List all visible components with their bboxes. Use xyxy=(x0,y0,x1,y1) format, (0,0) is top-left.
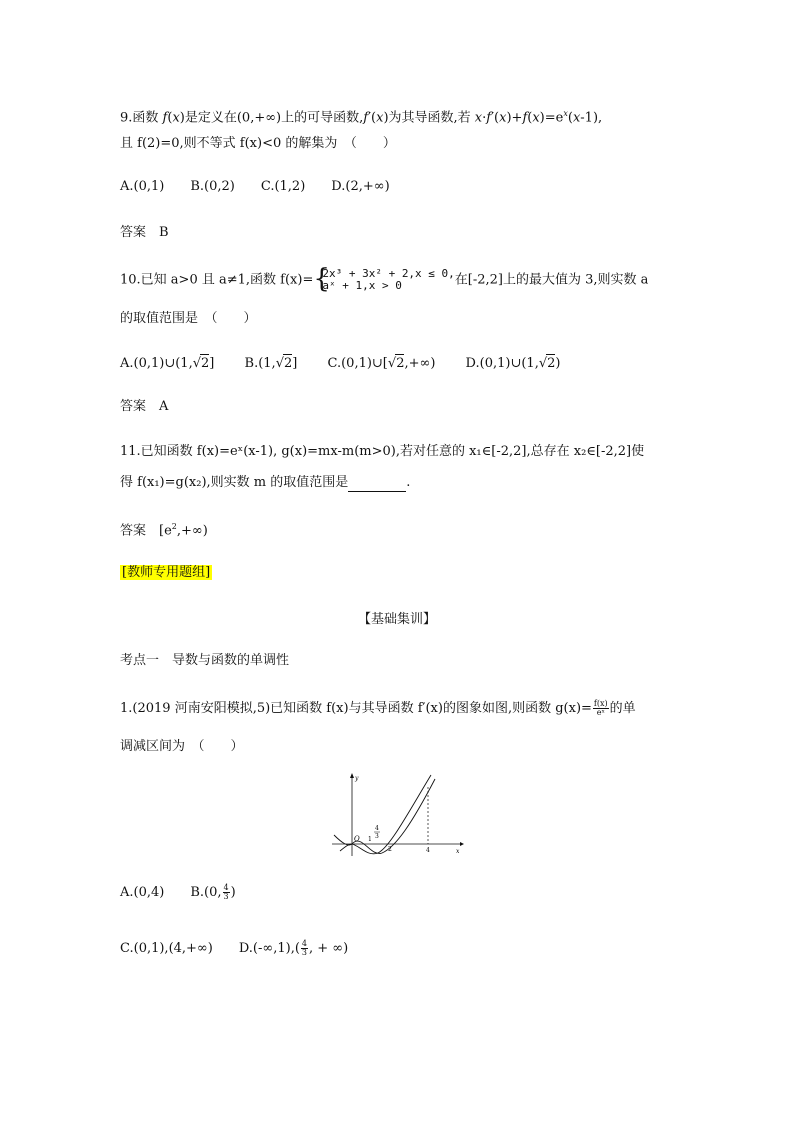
q9-options: A.(0,1) B.(0,2) C.(1,2) D.(2,+∞) xyxy=(120,179,390,194)
q10-opt-d: D.(0,1)∪(1, xyxy=(465,356,539,371)
q1-opt-d-frac xyxy=(301,940,308,957)
q10-opt-c: C.(0,1)∪[ xyxy=(327,356,388,371)
q1-options-cd xyxy=(120,940,348,958)
q9-line1-b: 是定义在(0,+∞)上的可导函数, xyxy=(184,110,364,126)
q11-answer-tail: ,+∞) xyxy=(176,523,208,539)
q10-line1-b: 在[-2,2]上的最大值为 3,则实数 a xyxy=(454,272,649,288)
q1-opt-c: C.(0,1),(4,+∞) D.(-∞,1), xyxy=(120,941,295,956)
q10-line1-a: 10.已知 a>0 且 a≠1,函数 f(x)= xyxy=(120,272,314,288)
q11-line2-text: 得 f(x₁)=g(x₂),则实数 m 的取值范围是 xyxy=(120,475,349,490)
q11-answer-sup: 2 xyxy=(171,522,177,531)
q10-opt-a: A.(0,1)∪(1, xyxy=(120,356,193,371)
q1-line2: 调减区间为 （ ） xyxy=(120,739,244,754)
q11-line1: 11.已知函数 f(x)=eˣ(x-1), g(x)=mx-m(m>0),若对任意的 x₁∈[-2,2],总存在 x₂∈[-2,2]使 xyxy=(120,444,645,459)
q10-piecewise: { 2x³ + 3x² + 2,x ≤ 0, aˣ + 1,x > 0 xyxy=(313,264,455,294)
q9-line1: 9.函数 f(x)是定义在(0,+∞)上的可导函数,f′(x)为其导函数,若 $x\cdot f'(x)+f(x)=e^x(x-1)$, xyxy=(120,109,603,126)
q1-line1-text: 1.(2019 河南安阳模拟,5)已知函数 f(x)与其导函数 f′(x)的图象如图,则函数 g(x)= xyxy=(120,701,592,716)
q1-frac-den: eˣ xyxy=(596,708,605,717)
q10-opt-c-tail: ,+∞) xyxy=(404,356,436,371)
q1-fraction xyxy=(593,700,609,717)
topic-heading: 考点一 导数与函数的单调性 xyxy=(120,653,290,668)
q10-line2: 的取值范围是 （ ） xyxy=(120,311,257,326)
q1-opt-a: A.(0,4) B. xyxy=(120,885,205,900)
x-axis-arrow xyxy=(460,842,464,846)
y-axis-arrow xyxy=(350,773,354,778)
tick-frac-den: 3 xyxy=(375,833,379,840)
y-label: y xyxy=(355,775,359,782)
q1-opt-b-right: ) xyxy=(230,885,236,900)
q11-line2: 得 f(x₁)=g(x₂),则实数 m 的取值范围是 . xyxy=(120,475,411,490)
q9-line1-a: 9.函数 xyxy=(120,110,163,126)
q10-sqrt-c: 2 xyxy=(396,356,405,371)
q10-line1 xyxy=(120,264,649,294)
q1-options-ab xyxy=(120,884,236,902)
q1-opt-b-num: 4 xyxy=(223,883,229,892)
q9-line2: 且 f(2)=0,则不等式 f(x)<0 的解集为 （ ） xyxy=(120,136,396,151)
q10-sqrt-a: 2 xyxy=(201,356,210,371)
q1-frac-num: f(x) xyxy=(593,699,608,708)
section-title: 【基础集训】 xyxy=(357,612,436,627)
q10-case1: 2x³ + 3x² + 2,x ≤ 0, xyxy=(322,267,455,280)
q10-sqrt-b: 2 xyxy=(283,356,293,371)
origin-label: O xyxy=(354,835,360,843)
q1-opt-b-frac xyxy=(223,884,230,901)
q1-line1 xyxy=(120,700,636,718)
q11-answer xyxy=(120,518,208,540)
tick-frac-num: 4 xyxy=(375,825,379,832)
q1-opt-d-den: 3 xyxy=(301,948,307,957)
q9-line1-c: 为其导函数,若 xyxy=(388,110,475,126)
q1-opt-d-left: ( xyxy=(294,941,300,956)
tick-2: 2 xyxy=(388,846,392,853)
q11-blank xyxy=(348,477,406,492)
q1-opt-b-left: (0, xyxy=(204,885,222,900)
teacher-tag-text: [教师专用题组] xyxy=(122,565,211,580)
q1-opt-d-num: 4 xyxy=(301,939,307,948)
tick-1: 1 xyxy=(368,836,372,843)
x-label: x xyxy=(456,848,460,855)
q1-opt-b-den: 3 xyxy=(223,892,229,901)
q10-answer: 答案 A xyxy=(120,399,169,414)
q1-opt-d-right: , + ∞) xyxy=(309,941,349,956)
q1-line1-tail: 的单 xyxy=(609,701,636,716)
teacher-tag xyxy=(120,564,212,582)
tick-4: 4 xyxy=(426,847,430,854)
q11-answer-label: 答案 [e xyxy=(120,523,172,539)
q10-opt-b: B.(1, xyxy=(244,356,276,371)
q10-case2: aˣ + 1,x > 0 xyxy=(322,279,402,292)
curve-f xyxy=(334,779,435,853)
q9-answer: 答案 B xyxy=(120,225,169,240)
q10-sqrt-d: 2 xyxy=(547,356,556,371)
function-graph xyxy=(330,773,465,858)
q10-options: A.(0,1)∪(1,√2] B.(1,√2] C.(0,1)∪[√2,+∞) D.(0,1)∪(1,√2) xyxy=(120,356,561,371)
